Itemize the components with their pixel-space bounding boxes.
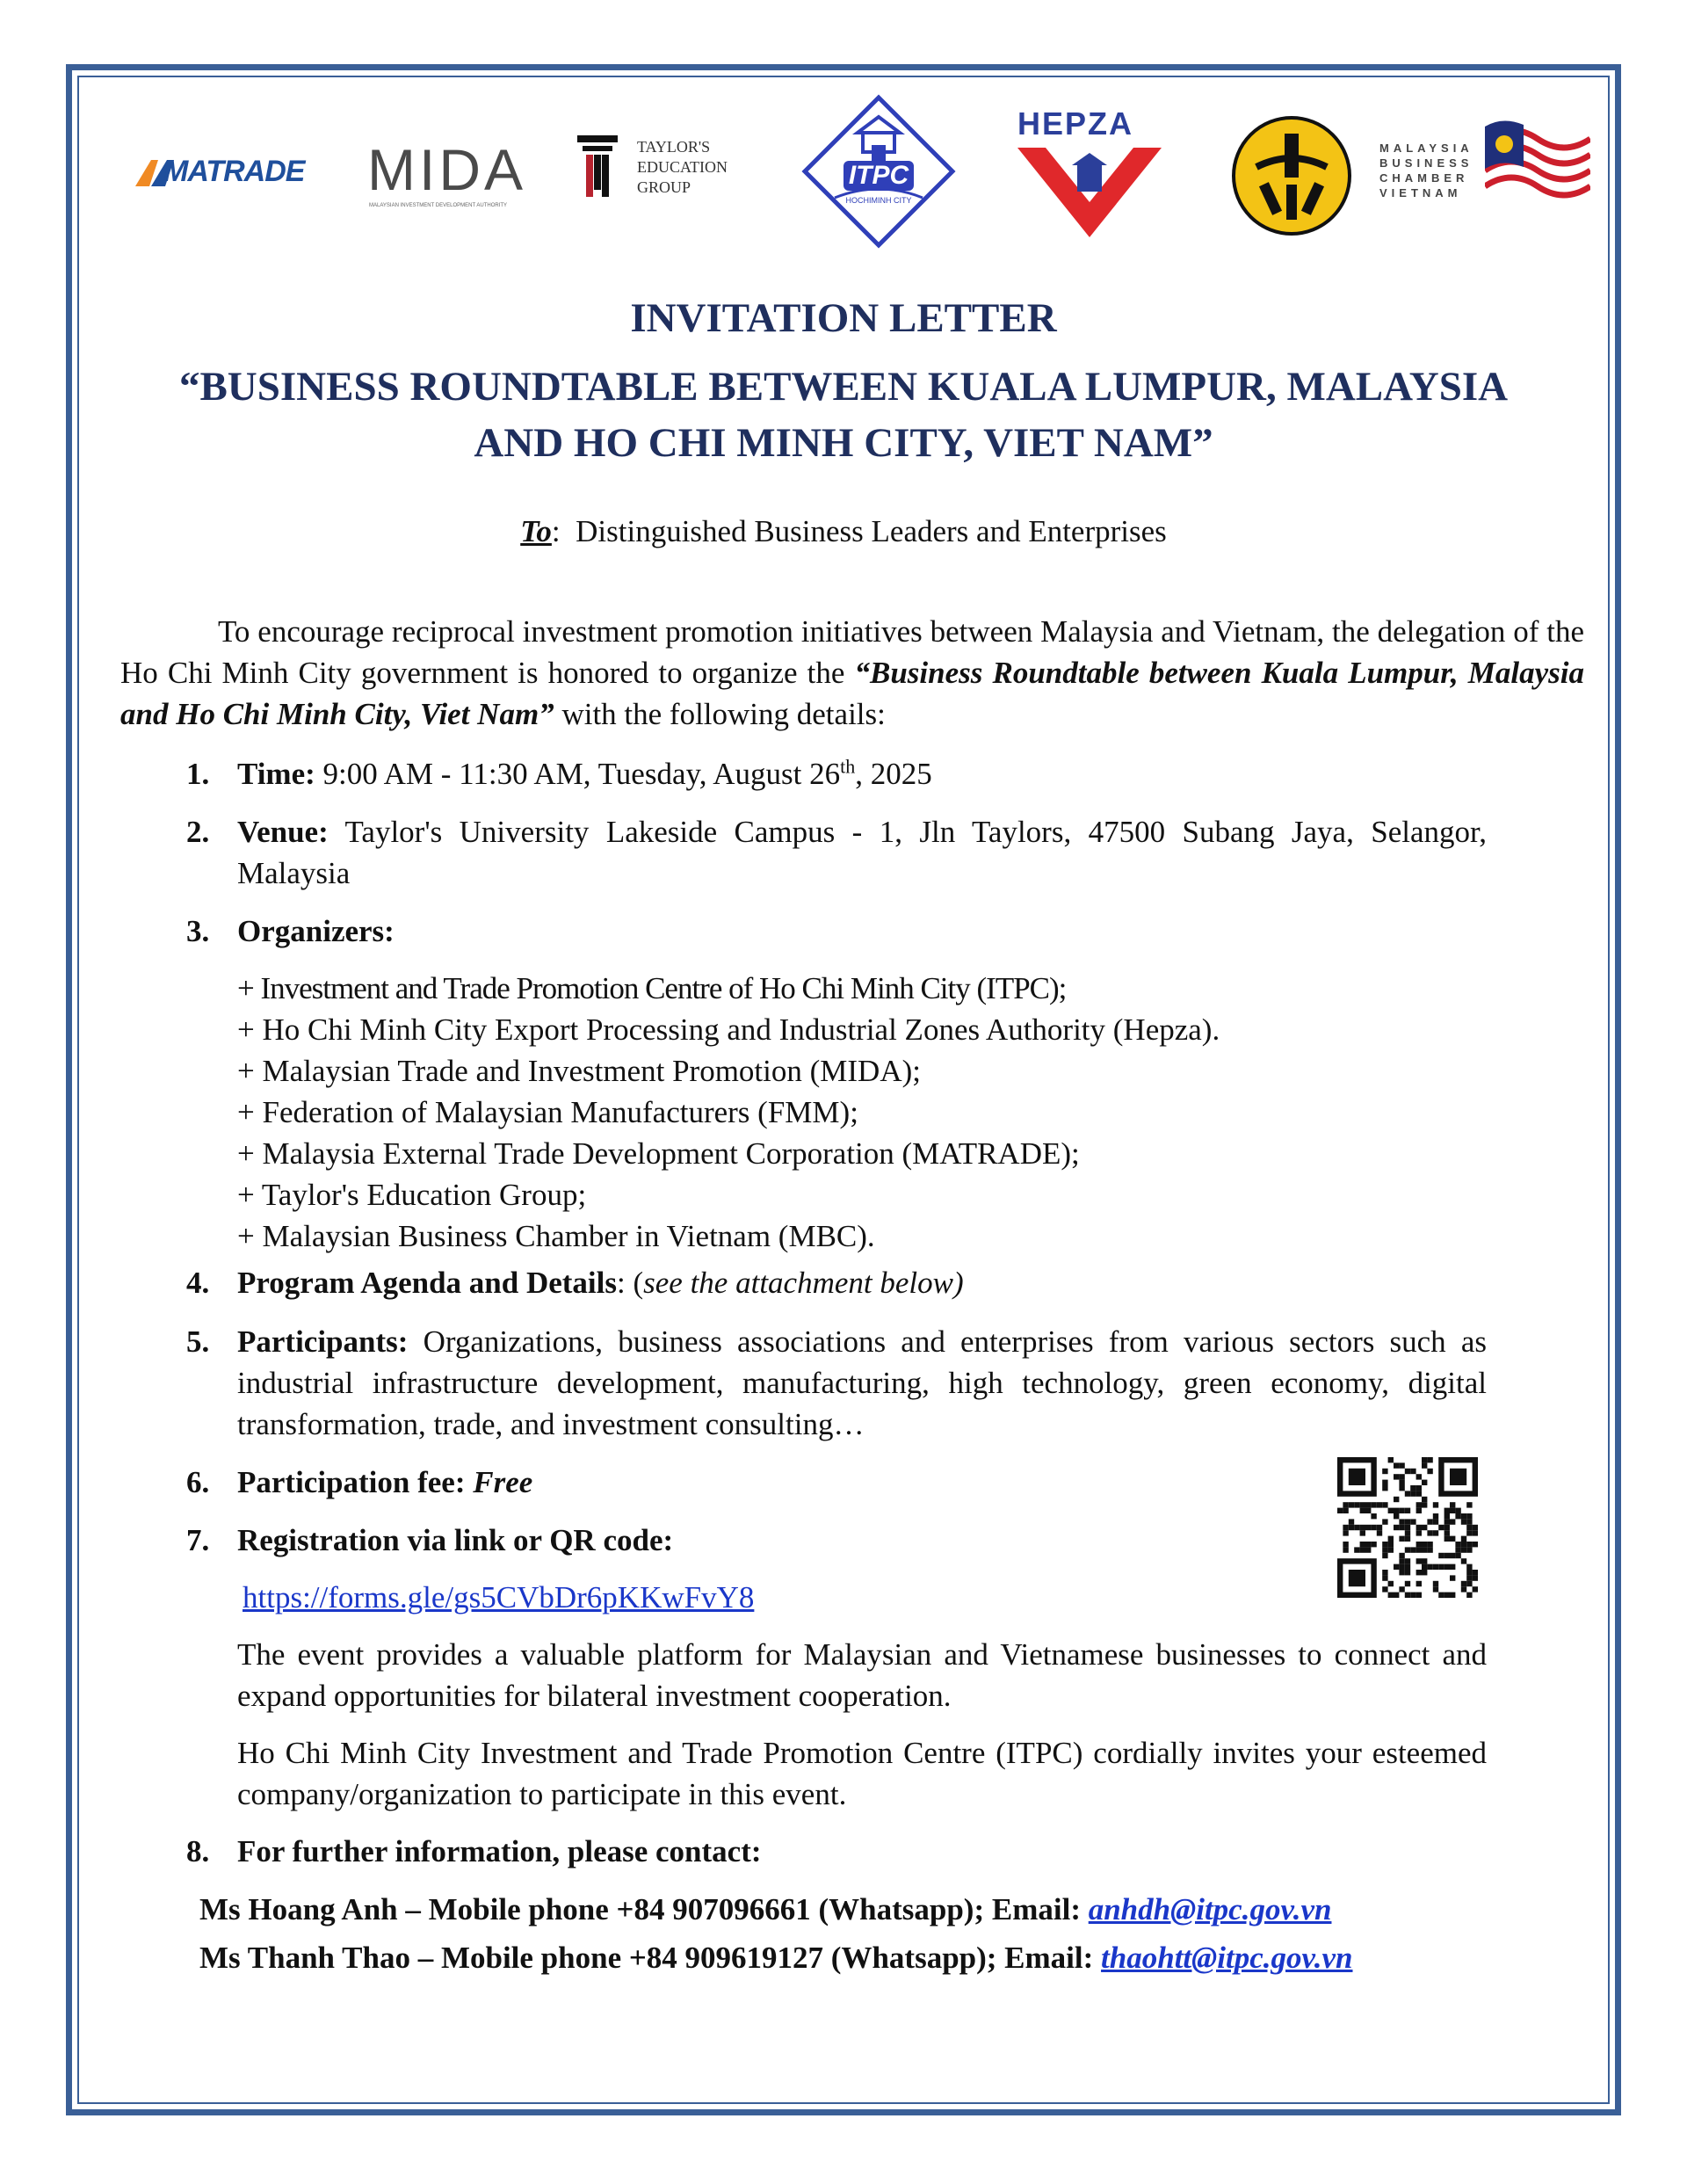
organizer-item: + Taylor's Education Group; [237,1178,587,1212]
registration-link[interactable]: https://forms.gle/gs5CVbDr6pKKwFvY8 [243,1580,755,1614]
organizer-item: + Malaysian Trade and Investment Promotion (MIDA); [237,1054,921,1088]
time-ordinal: th [840,755,856,778]
hepza-chevron-icon [1010,139,1169,244]
contact-2-email[interactable]: thaohtt@itpc.gov.vn [1101,1941,1353,1975]
hepza-wordmark: HEPZA [1017,105,1134,141]
to-colon: : [551,514,561,548]
item-label: For further information, please contact: [237,1834,762,1868]
item-number: 2. [186,815,210,849]
mida-wordmark: MIDA [367,137,526,202]
malaysia-flag-icon [1485,114,1590,211]
contact-2-text: Ms Thanh Thao – Mobile phone +84 909619127 (Whatsapp); Email: [199,1941,1102,1975]
contact-1-email[interactable]: anhdh@itpc.gov.vn [1088,1892,1332,1926]
contact-1-text: Ms Hoang Anh – Mobile phone +84 907096661 (Whatsapp); Email: [199,1892,1089,1926]
recipient-line [88,514,1599,549]
item-number: 6. [186,1465,210,1499]
time-value: 9:00 AM - 11:30 AM, Tuesday, August 26 [315,757,841,791]
contact-2 [199,1941,1353,1976]
item-number: 3. [186,914,210,948]
organizer-item: + Malaysian Business Chamber in Vietnam (MBC). [237,1219,875,1253]
intro-text-a: To encourage reciprocal investment promotion initiatives between Malaysia and Vietnam, the delegation of the Ho Chi Minh City government is honored to organize the [120,614,1584,690]
venue-value: Taylor's University Lakeside Campus - 1, Jln Taylors, 47500 Subang Jaya, Selangor, Malaysia [237,815,1487,890]
item-number: 1. [186,757,210,791]
item-label: Registration via link or QR code: [237,1523,674,1557]
organizer-item: + Investment and Trade Promotion Centre of Ho Chi Minh City (ITPC); [237,971,1067,1005]
event-title-line-1: “BUSINESS ROUNDTABLE BETWEEN KUALA LUMPUR, MALAYSIA [178,364,1509,410]
itpc-wordmark: ITPC [844,161,914,191]
organizer-list [237,968,1487,1257]
taylors-line-2: EDUCATION [637,158,728,176]
mbc-line-4: VIETNAM [1379,186,1462,200]
qr-code-icon [1337,1457,1478,1598]
qr-code[interactable] [1337,1457,1478,1598]
mbc-line-3: CHAMBER [1379,171,1469,185]
item-label: Program Agenda and Details [237,1266,617,1300]
intro-event-name: “Business Roundtable between Kuala Lumpur, Malaysia and Ho Chi Minh City, Viet Nam” [120,656,1584,731]
mbc-line-1: MALAYSIA [1379,141,1473,155]
matrade-wordmark: MATRADE [163,155,305,188]
item-number: 8. [186,1834,210,1868]
contact-1 [199,1892,1331,1927]
taylors-line-3: GROUP [637,178,691,196]
to-label: To [520,514,552,548]
intro-text-b: with the following details: [554,697,886,731]
registration-para-2: Ho Chi Minh City Investment and Trade Promotion Centre (ITPC) cordially invites your esteemed company/organization to participate in this event. [237,1736,1487,1811]
item-number: 7. [186,1523,210,1557]
item-label: Organizers: [237,914,395,948]
organizer-item: + Ho Chi Minh City Export Processing and Industrial Zones Authority (Hepza). [237,1012,1220,1047]
mbc-logo [1379,114,1590,229]
mida-logo [367,136,552,215]
fee-value: Free [473,1465,533,1499]
recipient: Distinguished Business Leaders and Enterprises [576,514,1167,548]
item-number: 5. [186,1324,210,1359]
item-number: 4. [186,1266,210,1300]
taylors-logo [576,132,778,211]
event-title [88,359,1599,471]
letter-title: INVITATION LETTER [630,295,1057,341]
registration-para-1: The event provides a valuable platform for Malaysian and Vietnamese businesses to connect and expand opportunities for bilateral investment cooperation. [237,1637,1487,1713]
fmm-logo [1230,114,1353,237]
item-label: Participation fee: [237,1465,466,1499]
time-year: , 2025 [855,757,932,791]
itpc-logo [800,92,958,250]
intro-paragraph [120,611,1584,735]
item-label: Venue: [237,815,329,849]
item-label: Time: [237,757,315,791]
taylors-line-1: TAYLOR'S [637,138,711,156]
item-label: Participants: [237,1324,409,1359]
mida-subtitle: MALAYSIAN INVESTMENT DEVELOPMENT AUTHORITY [369,203,508,208]
event-title-line-2: AND HO CHI MINH CITY, VIET NAM” [474,420,1213,466]
matrade-logo [132,151,325,195]
organizer-item: + Malaysia External Trade Development Corporation (MATRADE); [237,1136,1080,1171]
agenda-colon: : ( [617,1266,644,1300]
organizer-item: + Federation of Malaysian Manufacturers (FMM); [237,1095,858,1129]
logo-strip [123,88,1590,255]
taylors-crest-icon [576,132,619,202]
mbc-line-2: BUSINESS [1379,156,1473,170]
participants-value: Organizations, business associations and enterprises from various sectors such as industrial infrastructure development, manufacturing, high technology, green economy, digital transformation, trade, and investment consulting… [237,1324,1487,1441]
agenda-value: see the attachment below) [643,1266,964,1300]
fmm-emblem-icon [1230,114,1353,237]
itpc-subtitle: HOCHIMINH CITY [845,196,912,205]
hepza-logo [1010,105,1169,237]
